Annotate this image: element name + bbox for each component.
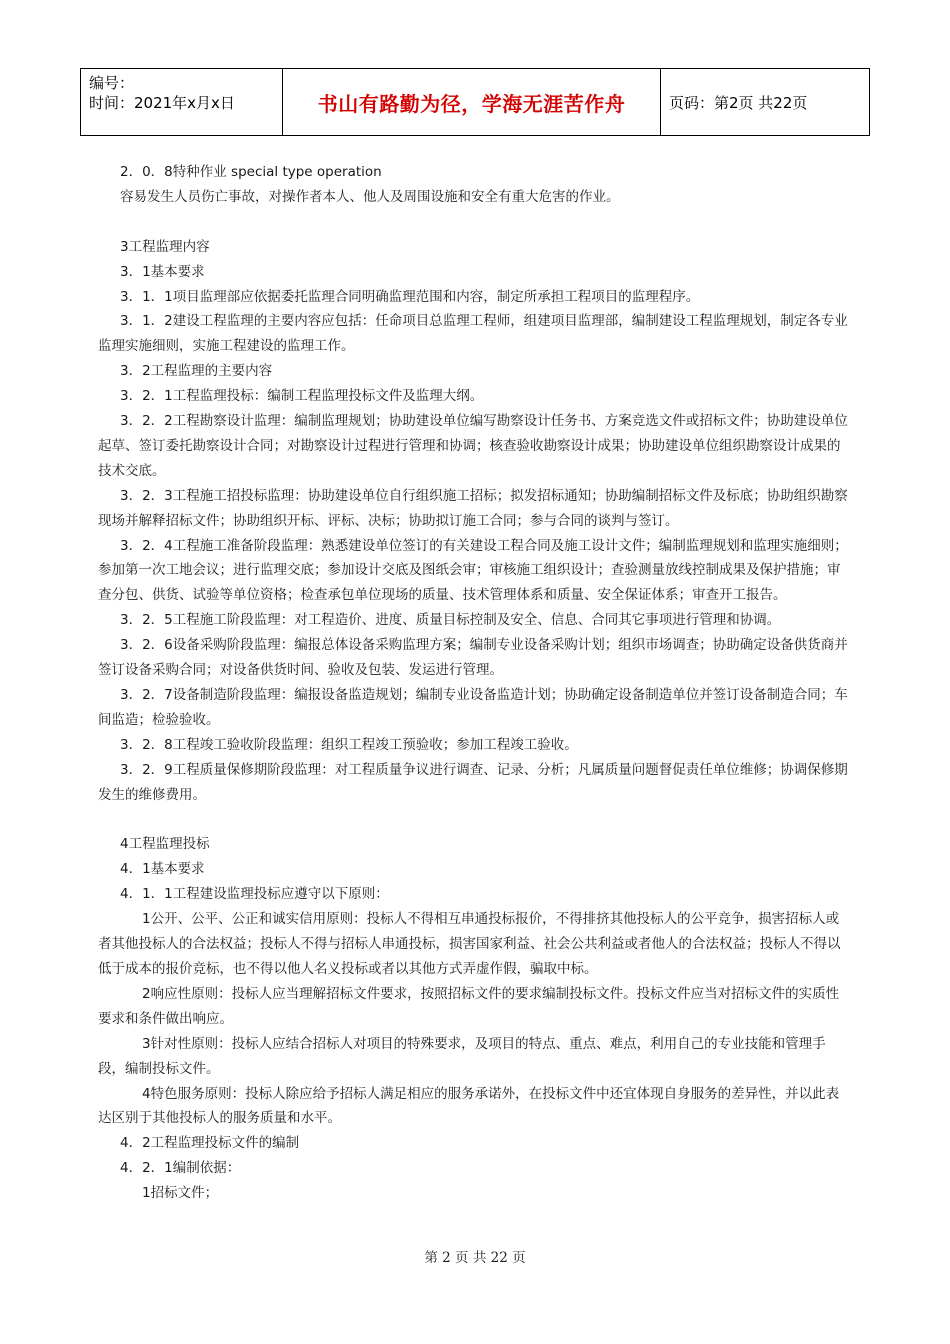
section-heading: 4工程监理投标 [120, 836, 210, 853]
subsection-heading: 3．1基本要求 [120, 263, 205, 280]
principle-item: 3针对性原则：投标人应结合招标人对项目的特殊要求，及项目的特点、重点、难点，利用自己的专业技能和管理手段，编制投标文件。 [98, 1035, 826, 1077]
header-motto: 书山有路勤为径，学海无涯苦作舟 [283, 69, 661, 135]
principle-item: 2响应性原则：投标人应当理解招标文件要求，按照招标文件的要求编制投标文件。投标文件应当对招标文件的实质性要求和条件做出响应。 [98, 985, 840, 1027]
subsection-heading: 4．1基本要求 [120, 861, 205, 878]
clause-text: 3．2．4工程施工准备阶段监理：熟悉建设单位签订的有关建设工程合同及施工设计文件；编制监理规划和监理实施细则；参加第一次工地会议；进行监理交底；参加设计交底及图纸会审；审核施工组织设计；查验测量放线控制成果及保护措施；审查分包、供货、试验等单位资格；检查承包单位现场的质量、技术管理体系和质量、安全保证体系；审查开工报告。 [98, 537, 848, 604]
clause-text: 3．1．1项目监理部应依据委托监理合同明确监理范围和内容，制定所承担工程项目的监理程序。 [120, 288, 700, 305]
subsection-heading: 4．2工程监理投标文件的编制 [120, 1135, 300, 1152]
paragraph-gap [98, 808, 850, 833]
clause-text: 容易发生人员伤亡事故，对操作者本人、他人及周围设施和安全有重大危害的作业。 [120, 188, 620, 205]
clause-text: 3．1．2建设工程监理的主要内容应包括：任命项目总监理工程师，组建项目监理部，编制建设工程监理规划，制定各专业监理实施细则，实施工程建设的监理工作。 [98, 313, 848, 355]
paragraph-gap [98, 210, 850, 235]
header-page-info: 页码：第2页 共22页 [669, 93, 808, 112]
header-meta [81, 69, 283, 135]
principle-item: 4特色服务原则：投标人除应给予招标人满足相应的服务承诺外，在投标文件中还宜体现自身服务的差异性，并以此表达区别于其他投标人的服务质量和水平。 [98, 1085, 840, 1127]
list-item: 1招标文件； [142, 1185, 219, 1202]
clause-text: 3．2．3工程施工招投标监理：协助建设单位自行组织施工招标；拟发招标通知；协助编制招标文件及标底；协助组织勘察现场并解释招标文件；协助组织开标、评标、决标；协助拟订施工合同；参与合同的谈判与签订。 [98, 487, 848, 529]
clause-text: 3．2．8工程竣工验收阶段监理：组织工程竣工预验收；参加工程竣工验收。 [120, 736, 578, 753]
clause-text: 3．2．2工程勘察设计监理：编制监理规划；协助建设单位编写勘察设计任务书、方案竞选文件或招标文件；协助建设单位起草、签订委托勘察设计合同；对勘察设计过程进行管理和协调；核查验收勘察设计成果；协助建设单位组织勘察设计成果的技术交底。 [98, 413, 848, 479]
page-footer: 第 2 页 共 22 页 [424, 1250, 526, 1266]
clause-text: 3．2．9工程质量保修期阶段监理：对工程质量争议进行调查、记录、分析；凡属质量问题督促责任单位维修；协调保修期发生的维修费用。 [98, 761, 848, 803]
subsection-heading: 3．2工程监理的主要内容 [120, 363, 273, 380]
document-date: 时间：2021年x月x日 [89, 94, 235, 112]
clause-heading: 2．0．8特种作业 special type operation [120, 164, 382, 180]
principle-item: 1公开、公平、公正和诚实信用原则：投标人不得相互串通投标报价，不得排挤其他投标人的公平竞争，损害招标人或者其他投标人的合法权益；投标人不得与招标人串通投标，损害国家利益、社会公共利益或者他人的合法权益；投标人不得以低于成本的报价竞标，也不得以他人名义投标或者以其他方式弄虚作假，骗取中标。 [98, 911, 841, 977]
document-number-label: 编号： [89, 74, 135, 92]
clause-text: 4．2．1编制依据： [120, 1160, 241, 1177]
clause-text: 3．2．6设备采购阶段监理：编报总体设备采购监理方案；编制专业设备采购计划；组织市场调查；协助确定设备供货商并签订设备采购合同；对设备供货时间、验收及包装、发运进行管理。 [98, 637, 848, 679]
clause-text: 4．1．1工程建设监理投标应遵守以下原则： [120, 886, 389, 903]
document-body [98, 160, 850, 1206]
section-heading: 3工程监理内容 [120, 238, 210, 255]
clause-text: 3．2．1工程监理投标：编制工程监理投标文件及监理大纲。 [120, 388, 484, 405]
clause-text: 3．2．5工程施工阶段监理：对工程造价、进度、质量目标控制及安全、信息、合同其它事项进行管理和协调。 [120, 612, 781, 629]
page-header [80, 68, 870, 136]
clause-text: 3．2．7设备制造阶段监理：编报设备监造规划；编制专业设备监造计划；协助确定设备制造单位并签订设备制造合同；车间监造；检验验收。 [98, 687, 848, 728]
